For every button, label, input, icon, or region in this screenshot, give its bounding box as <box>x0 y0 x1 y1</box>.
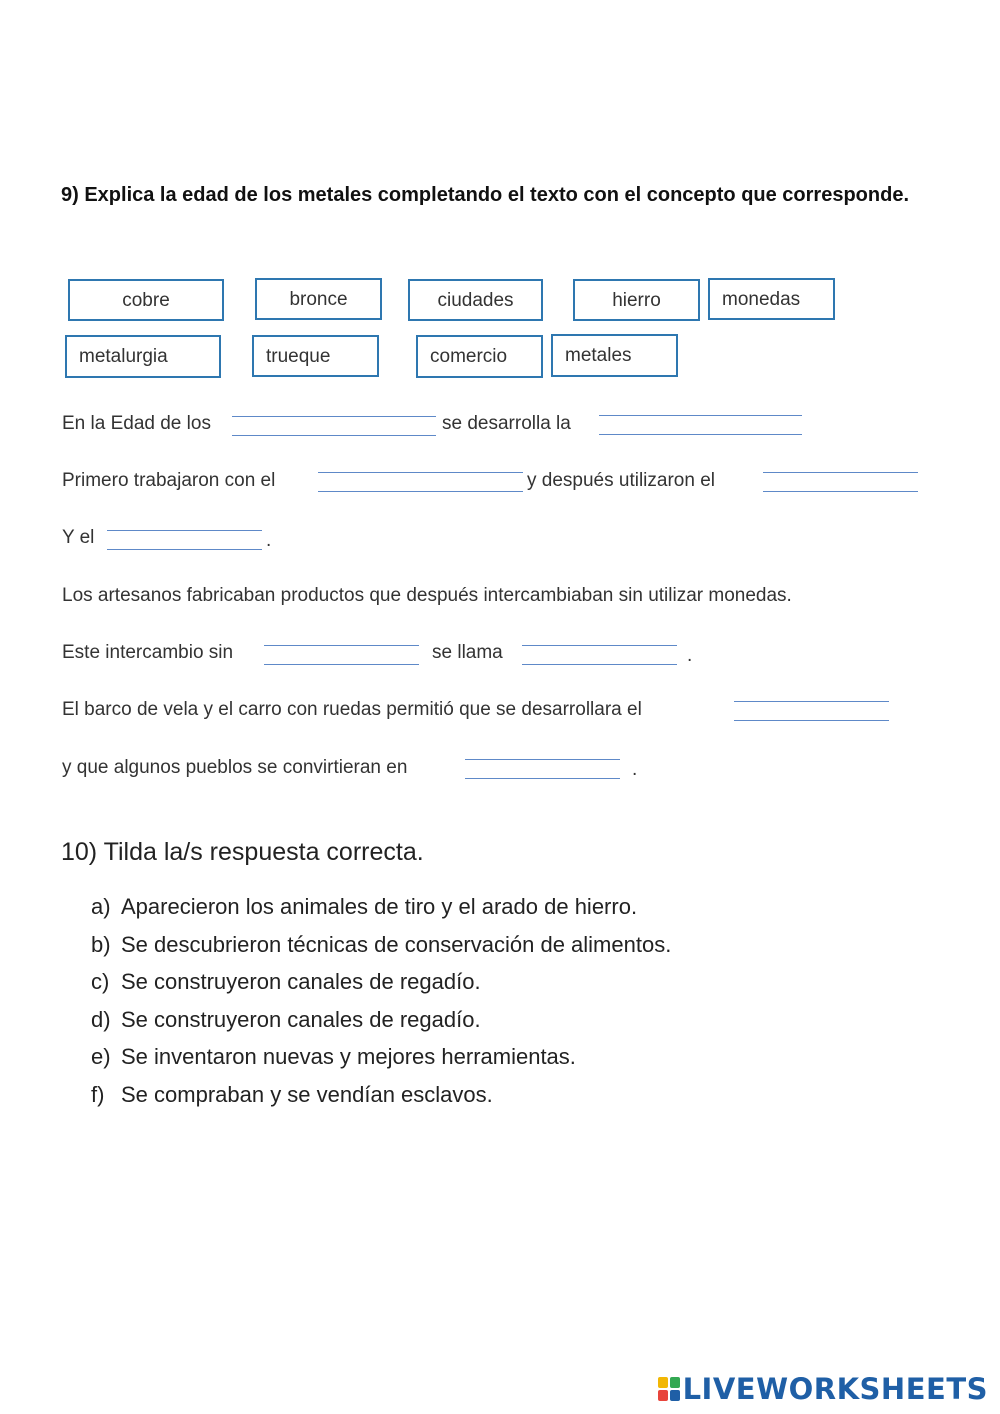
option-letter: c) <box>91 969 110 994</box>
logo-square <box>658 1390 668 1401</box>
option-text: Aparecieron los animales de tiro y el arado de hierro. <box>121 894 638 919</box>
word-bank-item[interactable]: hierro <box>573 279 700 321</box>
option-letter: f) <box>91 1081 105 1107</box>
logo-square <box>670 1390 680 1401</box>
answer-blank[interactable] <box>264 645 419 665</box>
sentence-text: En la Edad de los <box>62 413 211 434</box>
option-text: Se compraban y se vendían esclavos. <box>121 1081 493 1107</box>
liveworksheets-logo <box>658 1372 988 1406</box>
option-text: Se descubrieron técnicas de conservación de alimentos. <box>121 931 672 957</box>
answer-blank[interactable] <box>763 472 918 492</box>
sentence-punctuation: . <box>632 759 638 780</box>
sentence-text: Y el <box>62 527 95 548</box>
option-letter: e) <box>91 1044 111 1069</box>
logo-square <box>670 1377 680 1388</box>
option-letter: d) <box>91 1006 111 1032</box>
word-bank-item[interactable]: metales <box>551 334 678 377</box>
sentence-text: Este intercambio sin <box>62 642 234 663</box>
answer-blank[interactable] <box>734 701 889 721</box>
answer-blank[interactable] <box>232 416 436 436</box>
brand-name: LIVEWORKSHEETS <box>682 1372 988 1406</box>
sentence-text: El barco de vela y el carro con ruedas permitió que se desarrollara el <box>62 699 642 720</box>
word-bank-item[interactable]: comercio <box>416 335 543 378</box>
answer-options-list <box>91 888 671 1113</box>
liveworksheets-logo-icon <box>658 1377 680 1401</box>
sentence-text: se desarrolla la <box>442 413 571 434</box>
sentence-text: se llama <box>432 642 503 663</box>
answer-option[interactable] <box>91 963 671 1001</box>
word-bank-item[interactable]: bronce <box>255 278 382 320</box>
sentence-punctuation: . <box>266 530 272 551</box>
answer-option[interactable] <box>91 1001 671 1039</box>
answer-blank[interactable] <box>522 645 677 665</box>
option-letter: a) <box>91 894 111 919</box>
answer-option[interactable] <box>91 1076 671 1114</box>
word-bank-item[interactable]: trueque <box>252 335 379 377</box>
word-bank-item[interactable]: monedas <box>708 278 835 320</box>
answer-blank[interactable] <box>318 472 523 492</box>
question-9-title: 9) Explica la edad de los metales completando el texto con el concepto que corresponde. <box>61 184 910 206</box>
word-bank-item[interactable]: metalurgia <box>65 335 221 378</box>
word-bank-item[interactable]: ciudades <box>408 279 543 321</box>
sentence-text: y después utilizaron el <box>527 470 715 491</box>
answer-option[interactable] <box>91 1038 671 1076</box>
logo-square <box>658 1377 668 1388</box>
answer-option[interactable] <box>91 926 671 964</box>
option-text: Se construyeron canales de regadío. <box>121 1006 481 1032</box>
option-letter: b) <box>91 931 111 957</box>
option-text: Se inventaron nuevas y mejores herramientas. <box>121 1044 576 1069</box>
option-text: Se construyeron canales de regadío. <box>121 969 481 994</box>
answer-blank[interactable] <box>107 530 262 550</box>
question-10-title: 10) Tilda la/s respuesta correcta. <box>61 838 424 866</box>
sentence-punctuation: . <box>687 645 693 666</box>
sentence-text: Primero trabajaron con el <box>62 470 276 491</box>
word-bank-item[interactable]: cobre <box>68 279 224 321</box>
answer-blank[interactable] <box>465 759 620 779</box>
answer-blank[interactable] <box>599 415 802 435</box>
answer-option[interactable] <box>91 888 671 926</box>
sentence-text: Los artesanos fabricaban productos que después intercambiaban sin utilizar monedas. <box>62 585 792 606</box>
sentence-text: y que algunos pueblos se convirtieran en <box>62 757 408 778</box>
